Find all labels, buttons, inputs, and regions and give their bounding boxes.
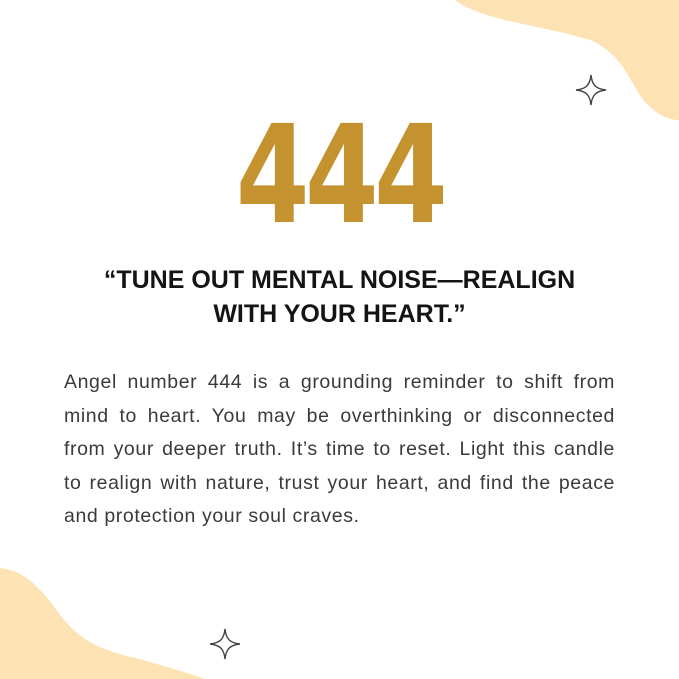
sparkle-icon	[575, 74, 607, 106]
quote-heading	[0, 263, 679, 331]
sparkle-icon	[209, 628, 241, 660]
quote-line-2: WITH YOUR HEART.”	[213, 300, 466, 328]
angel-number: 444	[235, 97, 444, 255]
quote-line-1: “TUNE OUT MENTAL NOISE—REALIGN	[103, 266, 576, 294]
bottom-left-blob-shape	[0, 568, 205, 679]
description-paragraph: Angel number 444 is a grounding reminder to shift from mind to heart. You may be overthinking or disconnected from your deeper truth. It’s time to reset. Light this candle to realign with nature, trust your heart, and find the peace and protection your soul craves.	[64, 371, 615, 527]
